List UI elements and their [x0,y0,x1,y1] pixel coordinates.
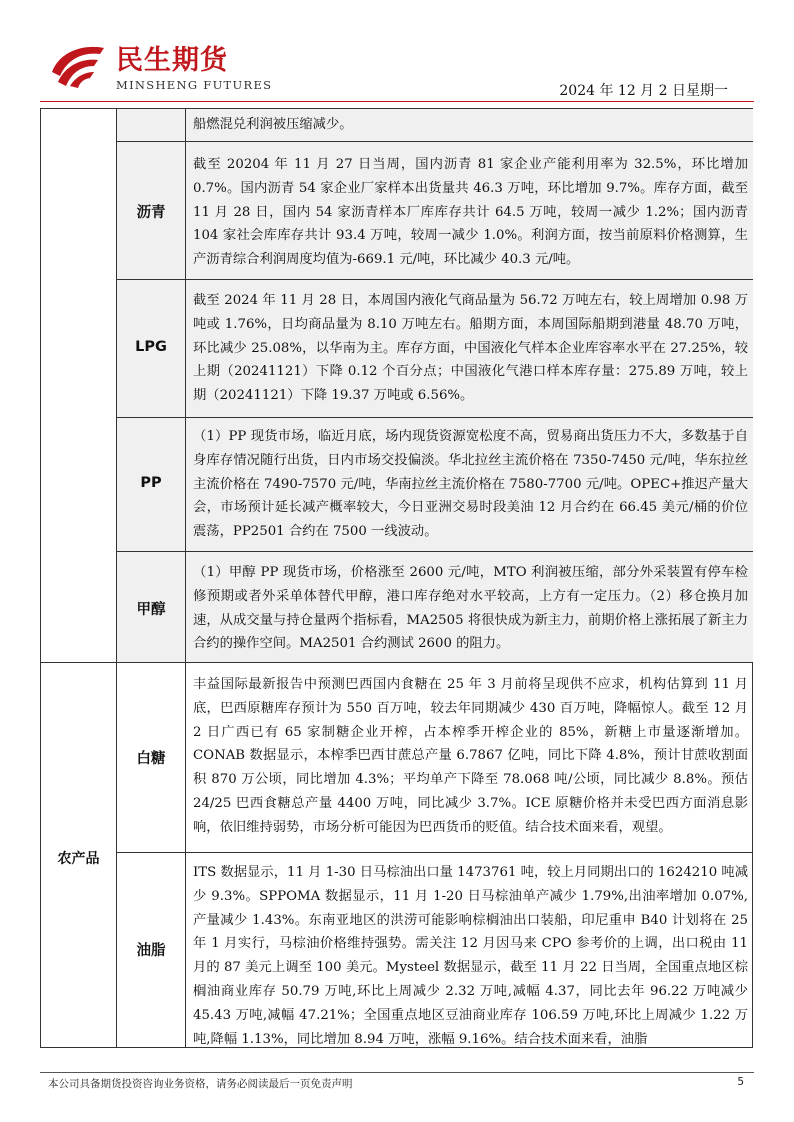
category-methanol: 甲醇 [136,602,166,618]
minsheng-logo-icon [48,42,108,88]
brand-name-en: MINSHENG FUTURES [116,78,273,92]
row-text-continuation: 船燃混兑利润被压缩减少。 [193,117,353,132]
footer-disclaimer: 本公司具备期货投资咨询业务资格，请务必阅读最后一页免责声明 [48,1078,353,1090]
row-text-methanol: （1）甲醇 PP 现货市场，价格涨至 2600 元/吨，MTO 利润被压缩，部分外采装置有停车检修预期或者外采单体替代甲醇，港口库存绝对水平较高，上方有一定压力。（2）移仓换月加速，从成交量与持仓量两个指标看，MA2505 将很快成为新主力，前期价格上涨拓展了新主力合约的操作空间。MA2501 合约测试 2600 的阻力。 [193,565,748,652]
row-text-sugar: 丰益国际最新报告中预测巴西国内食糖在 25 年 3 月前将呈现供不应求，机构估算到 11 月底，巴西原糖库存预计为 550 百万吨，较去年同期减少 430 百万吨，降幅惊人。截至 12 月 2 日广西已有 65 家制糖企业开榨，占本榨季开榨企业的 85%，新糖上市量逐渐增加。CONAB 数据显示，本榨季巴西甘蔗总产量 6.7867 亿吨，同比下降 4.8%，预计甘蔗收割面积 870 万公顷，同比增加 4.3%；平均单产下降至 78.068 吨/公顷，同比减少 8.8%。预估 24/25 巴西食糖总产量 4400 万吨，同比减少 3.7%。ICE 原糖价格并未受巴西方面消息影响，依旧维持弱势，市场分析可能因为巴西货币的贬值。结合技术面来看，观望。 [193,677,748,835]
column-divider [116,109,117,1047]
commodity-table [40,108,753,1048]
row-text-asphalt: 截至 20204 年 11 月 27 日当周，国内沥青 81 家企业产能利用率为 32.5%，环比增加 0.7%。国内沥青 54 家企业厂家样本出货量共 46.3 万吨，环比增加 9.7%。库存方面，截至 11 月 28 日，国内 54 家沥青样本厂库库存共计 64.5 万吨，较周一减少 1.2%；国内沥青 104 家社会库库存共计 93.4 万吨，较周一减少 1.0%。利润方面，按当前原料价格测算，生产沥青综合利润周度均值为-669.1 元/吨，环比减少 40.3 元/吨。 [193,157,748,268]
column-divider [185,109,186,1047]
page-number: 5 [737,1076,744,1088]
row-divider [117,852,753,853]
row-text-pp: （1）PP 现货市场，临近月底，场内现货资源宽松度不高，贸易商出货压力不大，多数基于自身库存情况随行出货，日内市场交投偏淡。华北拉丝主流价格在 7350-7450 元/吨，华东拉丝主流价格在 7490-7570 元/吨，华南拉丝主流价格在 7580-7700 元/吨。OPEC+推迟产量大会，市场预计延长减产概率较大，今日亚洲交易时段美油 12 月合约在 66.45 美元/桶的价位震荡，PP2501 合约在 7500 一线波动。 [193,429,748,540]
row-text-oils: ITS 数据显示，11 月 1-30 日马棕油出口量 1473761 吨，较上月同期出口的 1624210 吨减少 9.3%。SPPOMA 数据显示，11 月 1-20 日马棕油单产减少 1.79%,出油率增加 0.07%,产量减少 1.43%。东南亚地区的洪涝可能影响棕榈油出口装船，印尼重申 B40 计划将在 25 年 1 月实行，马棕油价格维持强势。需关注 12 月因马来 CPO 参考价的上调，出口税由 11 月的 87 美元上调至 100 美元。Mysteel 数据显示，截至 11 月 22 日当周，全国重点地区棕榈油商业库存 50.79 万吨,环比上周减少 2.32 万吨,减幅 4.37，同比去年 96.22 万吨减少 45.43 万吨,减幅 47.21%；全国重点地区豆油商业库存 106.59 万吨,环比上周减少 1.22 万吨,降幅 1.13%，同比增加 8.94 万吨，涨幅 9.16%。结合技术面来看，油脂 [193,865,748,1047]
category-pp: PP [140,475,162,491]
row-divider [117,551,753,552]
row-divider [117,141,753,142]
page-header [0,0,794,105]
category-lpg: LPG [135,339,167,355]
row-text-lpg: 截至 2024 年 11 月 28 日，本周国内液化气商品量为 56.72 万吨左右，较上周增加 0.98 万吨或 1.76%，日均商品量为 8.10 万吨左右。船期方面，本周国际船期到港量 48.70 万吨，环比减少 25.08%，以华南为主。库存方面，中国液化气样本企业库容率水平在 27.25%，较上期（20241121）下降 0.12 个百分点；中国液化气港口样本库存量：275.89 万吨，较上期（20241121）下降 19.37 万吨或 6.56%。 [193,293,748,404]
row-divider [117,417,753,418]
category-oils: 油脂 [136,943,166,959]
row-divider [117,279,753,280]
section-divider [41,662,753,663]
category-asphalt: 沥青 [136,205,166,221]
category-sugar: 白糖 [136,751,166,767]
header-divider [40,101,754,102]
sector-label-agri: 农产品 [57,851,100,867]
report-date: 2024 年 12 月 2 日星期一 [559,83,728,99]
footer-divider [40,1072,754,1073]
brand-name: 民生期货 [116,45,228,76]
